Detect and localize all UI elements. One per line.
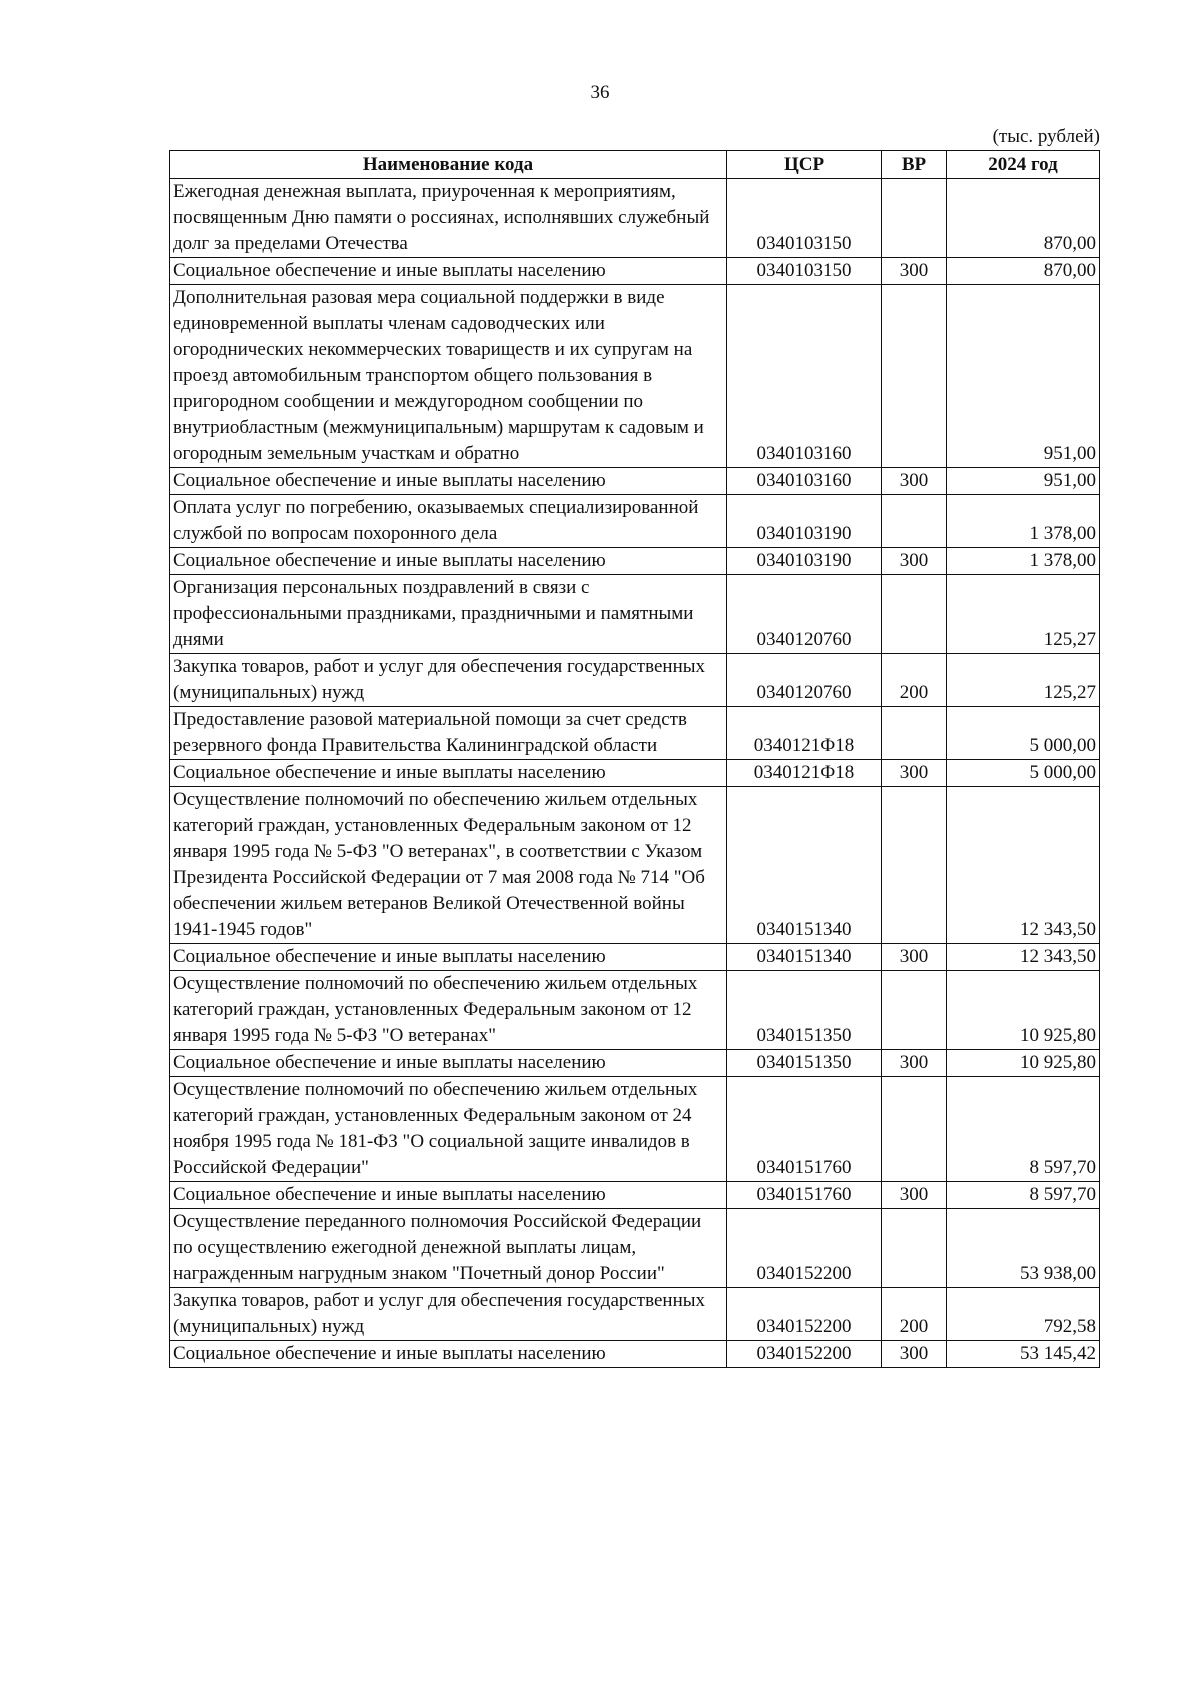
row-vr: 300: [882, 468, 947, 495]
row-amount: 12 343,50: [947, 944, 1100, 971]
row-vr: [882, 971, 947, 1050]
row-name: Предоставление разовой материальной помощи за счет средств резервного фонда Правительства Калининградской области: [170, 707, 727, 760]
table-row: [170, 1182, 1100, 1209]
table-row: [170, 971, 1100, 1050]
row-vr: [882, 285, 947, 468]
row-amount: 10 925,80: [947, 1050, 1100, 1077]
table-row: [170, 258, 1100, 285]
row-name: Закупка товаров, работ и услуг для обеспечения государственных (муниципальных) нужд: [170, 654, 727, 707]
row-csr: 0340103150: [727, 179, 882, 258]
row-amount: 5 000,00: [947, 707, 1100, 760]
row-amount: 53 145,42: [947, 1341, 1100, 1368]
row-vr: 300: [882, 548, 947, 575]
table-row: [170, 1341, 1100, 1368]
row-name: Социальное обеспечение и иные выплаты населению: [170, 1050, 727, 1077]
unit-note: (тыс. рублей): [992, 126, 1100, 147]
table-row: [170, 468, 1100, 495]
row-csr: 0340151340: [727, 944, 882, 971]
table-row: [170, 548, 1100, 575]
row-name: Закупка товаров, работ и услуг для обеспечения государственных (муниципальных) нужд: [170, 1288, 727, 1341]
row-csr: 0340151760: [727, 1077, 882, 1182]
row-amount: 125,27: [947, 654, 1100, 707]
row-vr: [882, 787, 947, 944]
row-csr: 0340152200: [727, 1341, 882, 1368]
table-row: [170, 179, 1100, 258]
table-row: [170, 654, 1100, 707]
budget-table: [169, 150, 1100, 1368]
table-row: [170, 760, 1100, 787]
row-name: Социальное обеспечение и иные выплаты населению: [170, 944, 727, 971]
row-csr: 0340151760: [727, 1182, 882, 1209]
table-row: [170, 787, 1100, 944]
row-vr: 300: [882, 1050, 947, 1077]
table-row: [170, 944, 1100, 971]
row-csr: 0340120760: [727, 654, 882, 707]
row-vr: 300: [882, 258, 947, 285]
header-year: 2024 год: [947, 151, 1100, 179]
row-csr: 0340121Ф18: [727, 760, 882, 787]
row-vr: [882, 575, 947, 654]
row-amount: 870,00: [947, 258, 1100, 285]
row-vr: [882, 179, 947, 258]
row-name: Оплата услуг по погребению, оказываемых специализированной службой по вопросам похоронного дела: [170, 495, 727, 548]
row-vr: 300: [882, 944, 947, 971]
row-amount: 951,00: [947, 285, 1100, 468]
row-vr: 200: [882, 1288, 947, 1341]
table-row: [170, 495, 1100, 548]
row-csr: 0340103160: [727, 468, 882, 495]
header-name: Наименование кода: [170, 151, 727, 179]
row-vr: [882, 495, 947, 548]
row-name: Социальное обеспечение и иные выплаты населению: [170, 1182, 727, 1209]
table-row: [170, 707, 1100, 760]
row-name: Осуществление полномочий по обеспечению жильем отдельных категорий граждан, установленных Федеральным законом от 12 января 1995 года № 5-ФЗ "О ветеранах", в соответствии с Указом Президента Российской Федерации от 7 мая 2008 года № 714 "Об обеспечении жильем ветеранов Великой Отечественной войны 1941-1945 годов": [170, 787, 727, 944]
row-amount: 53 938,00: [947, 1209, 1100, 1288]
row-vr: 300: [882, 760, 947, 787]
table-row: [170, 285, 1100, 468]
row-csr: 0340121Ф18: [727, 707, 882, 760]
row-csr: 0340103150: [727, 258, 882, 285]
row-amount: 792,58: [947, 1288, 1100, 1341]
row-amount: 5 000,00: [947, 760, 1100, 787]
row-csr: 0340103160: [727, 285, 882, 468]
row-csr: 0340120760: [727, 575, 882, 654]
row-name: Дополнительная разовая мера социальной поддержки в виде единовременной выплаты членам садоводческих или огороднических некоммерческих товариществ и их супругам на проезд автомобильным транспортом общего пользования в пригородном сообщении и междугородном сообщении по внутриобластным (межмуниципальным) маршрутам к садовым и огородным земельным участкам и обратно: [170, 285, 727, 468]
header-vr: ВР: [882, 151, 947, 179]
row-vr: [882, 1209, 947, 1288]
table-header-row: [170, 151, 1100, 179]
row-name: Социальное обеспечение и иные выплаты населению: [170, 468, 727, 495]
row-name: Ежегодная денежная выплата, приуроченная к мероприятиям, посвященным Дню памяти о россиянах, исполнявших служебный долг за пределами Отечества: [170, 179, 727, 258]
table-row: [170, 575, 1100, 654]
row-csr: 0340152200: [727, 1209, 882, 1288]
row-csr: 0340103190: [727, 548, 882, 575]
row-vr: [882, 1077, 947, 1182]
row-vr: 200: [882, 654, 947, 707]
row-amount: 8 597,70: [947, 1182, 1100, 1209]
row-vr: 300: [882, 1341, 947, 1368]
row-csr: 0340152200: [727, 1288, 882, 1341]
row-csr: 0340151350: [727, 1050, 882, 1077]
row-amount: 10 925,80: [947, 971, 1100, 1050]
row-csr: 0340151350: [727, 971, 882, 1050]
row-name: Социальное обеспечение и иные выплаты населению: [170, 548, 727, 575]
row-vr: [882, 707, 947, 760]
row-name: Осуществление полномочий по обеспечению жильем отдельных категорий граждан, установленных Федеральным законом от 12 января 1995 года № 5-ФЗ "О ветеранах": [170, 971, 727, 1050]
row-amount: 8 597,70: [947, 1077, 1100, 1182]
row-amount: 870,00: [947, 179, 1100, 258]
header-csr: ЦСР: [727, 151, 882, 179]
table-body: [170, 179, 1100, 1368]
row-amount: 951,00: [947, 468, 1100, 495]
table-row: [170, 1209, 1100, 1288]
row-amount: 1 378,00: [947, 548, 1100, 575]
table-row: [170, 1288, 1100, 1341]
row-name: Организация персональных поздравлений в связи с профессиональными праздниками, праздничными и памятными днями: [170, 575, 727, 654]
row-name: Осуществление переданного полномочия Российской Федерации по осуществлению ежегодной денежной выплаты лицам, награжденным нагрудным знаком "Почетный донор России": [170, 1209, 727, 1288]
row-amount: 1 378,00: [947, 495, 1100, 548]
row-amount: 12 343,50: [947, 787, 1100, 944]
row-name: Осуществление полномочий по обеспечению жильем отдельных категорий граждан, установленных Федеральным законом от 24 ноября 1995 года № 181-ФЗ "О социальной защите инвалидов в Российской Федерации": [170, 1077, 727, 1182]
row-vr: 300: [882, 1182, 947, 1209]
row-amount: 125,27: [947, 575, 1100, 654]
row-csr: 0340103190: [727, 495, 882, 548]
table-row: [170, 1050, 1100, 1077]
table-row: [170, 1077, 1100, 1182]
row-csr: 0340151340: [727, 787, 882, 944]
row-name: Социальное обеспечение и иные выплаты населению: [170, 258, 727, 285]
row-name: Социальное обеспечение и иные выплаты населению: [170, 760, 727, 787]
page-number: 36: [590, 82, 610, 103]
row-name: Социальное обеспечение и иные выплаты населению: [170, 1341, 727, 1368]
